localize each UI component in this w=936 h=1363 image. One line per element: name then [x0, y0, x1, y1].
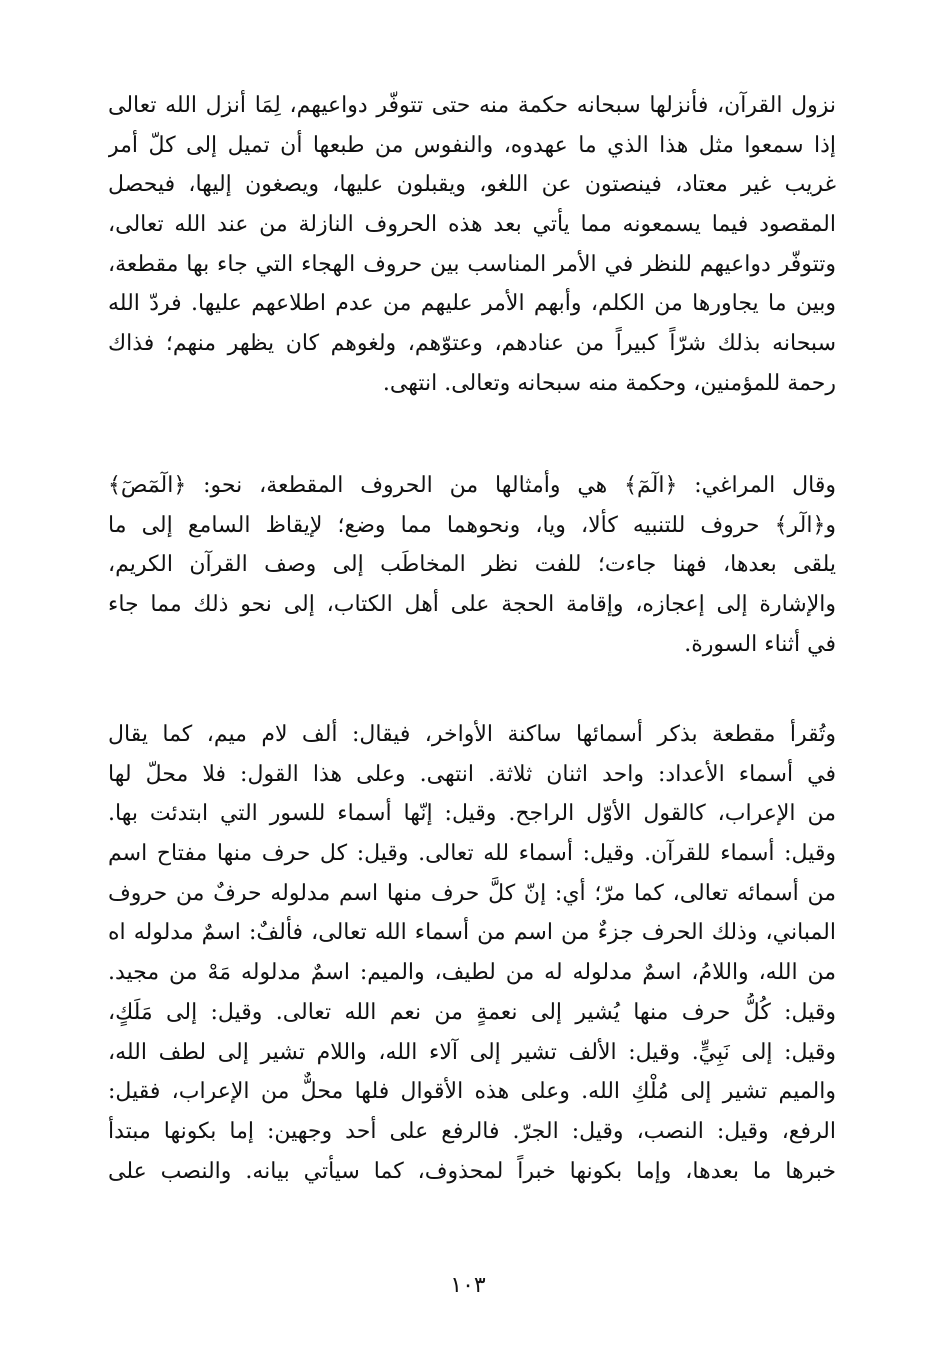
- paragraph-3: [108, 715, 836, 1191]
- text-line: من الله، واللامُ، اسمٌ مدلوله له من لطيف، والميم: اسمٌ مدلوله مَهْ من مجيد.: [108, 960, 836, 986]
- text-line: من الإعراب، كالقول الأوّل الراجح. وقيل: إنّها أسماء للسور التي ابتدئت بها.: [108, 801, 836, 827]
- text-line: و﴿الٓر﴾ حروف للتنبيه كألا، ويا، ونحوهما مما وضع؛ لإيقاظ السامع إلى ما: [108, 512, 836, 538]
- text-line: في أسماء الأعداد: واحد اثنان ثلاثة. انتهى. وعلى هذا القول: فلا محلّ لها: [108, 761, 836, 787]
- text-line: وبين ما يجاورها من الكلم، وأبهم الأمر عليهم من عدم اطلاعهم عليها. فردّ الله: [108, 291, 836, 317]
- text-line: المقصود فيما يسمعونه مما يأتي بعد هذه الحروف النازلة من عند الله تعالى،: [108, 212, 836, 238]
- text-line: رحمة للمؤمنين، وحكمة منه سبحانه وتعالى. انتهى.: [382, 370, 836, 396]
- text-line: في أثناء السورة.: [684, 631, 836, 657]
- page-number: ١٠٣: [450, 1273, 486, 1298]
- text-line: وتتوفّر دواعيهم للنظر في الأمر المناسب بين حروف الهجاء التي جاء بها مقطعة،: [108, 251, 836, 277]
- text-line: وقيل: أسماء للقرآن. وقيل: أسماء لله تعالى. وقيل: كل حرف منها مفتاح اسم: [108, 841, 836, 867]
- paragraph-1: [108, 86, 836, 404]
- text-line: يلقى بعدها، فهنا جاءت؛ للفت نظر المخاطَب إلى وصف القرآن الكريم،: [108, 552, 836, 578]
- text-line: إذا سمعوا مثل هذا الذي ما عهدوه، والنفوس من طبعها أن تميل إلى كلّ أمر: [108, 132, 836, 158]
- text-line: والإشارة إلى إعجازه، وإقامة الحجة على أهل الكتاب، إلى نحو ذلك مما جاء: [108, 592, 836, 618]
- paragraph-2: [108, 466, 836, 664]
- text-line: غريب غير معتاد، فينصتون عن اللغو، ويقبلون عليها، ويصغون إليها، فيحصل: [108, 172, 836, 198]
- text-line: خبرها ما بعدها، وإما بكونها خبراً لمحذوف، كما سيأتي بيانه. والنصب على: [108, 1158, 836, 1184]
- text-line: وقال المراغي: ﴿الٓمٓ﴾ هي وأمثالها من الحروف المقطعة، نحو: ﴿الٓمٓصٓ﴾: [108, 473, 836, 498]
- text-line: الرفع، وقيل: النصب، وقيل: الجرّ. فالرفع على أحد وجهين: إما بكونها مبتدأ: [108, 1118, 836, 1144]
- text-line: وقيل: كُلُّ حرف منها يُشير إلى نعمةٍ من نعم الله تعالى. وقيل: إلى مَلَكٍ،: [108, 999, 836, 1025]
- text-line: وتُقرأ مقطعة بذكر أسمائها ساكنة الأواخر، فيقال: ألف لام ميم، كما يقال: [108, 722, 836, 747]
- text-line: وقيل: إلى نَبِيٍّ. وقيل: الألف تشير إلى آلاء الله، واللام تشير إلى لطف الله،: [108, 1039, 836, 1065]
- text-line: المباني، وذلك الحرف جزءٌ من اسم من أسماء الله تعالى، فألفٌ: اسمٌ مدلوله اه: [108, 920, 836, 946]
- text-line: من أسمائه تعالى، كما مرّ؛ أي: إنّ كلَّ حرف منها اسم مدلوله حرفٌ من حروف: [108, 880, 836, 906]
- text-line: نزول القرآن، فأنزلها سبحانه حكمة منه حتى تتوفّر دواعيهم، لِمَا أنزل الله تعالى: [108, 93, 836, 118]
- text-line: والميم تشير إلى مُلْكِ الله. وعلى هذه الأقوال فلها محلٌّ من الإعراب، فقيل:: [108, 1079, 836, 1105]
- text-line: سبحانه بذلك شرّاً كبيراً من عنادهم، وعتوّهم، ولغوهم كان يظهر منهم؛ فذاك: [108, 331, 836, 357]
